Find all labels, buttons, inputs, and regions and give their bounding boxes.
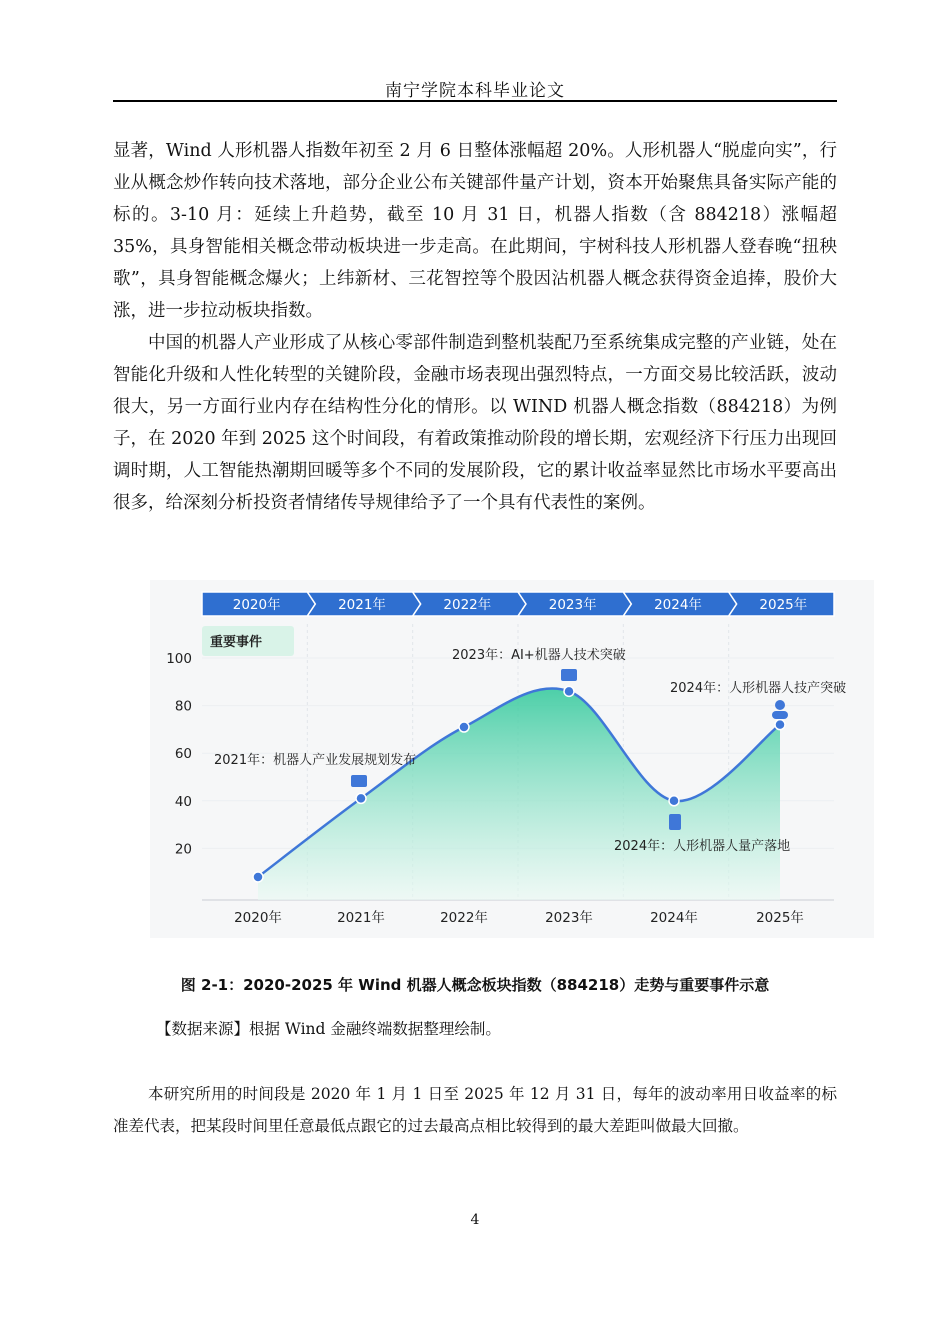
y-tick-label: 40 [174,793,192,810]
y-tick-label: 20 [174,841,192,858]
page-number: 4 [470,1212,480,1228]
banner-year-label: 2023年 [548,597,597,613]
banner-year-label: 2021年 [338,597,386,613]
x-tick-label: 2021年 [337,910,385,926]
figure-caption: 图 2-1：2020-2025 年 Wind 机器人概念板块指数（884218）走势与重要事件示意 [180,976,770,994]
data-point [564,686,574,696]
event-2024-mass: 2024年：人形机器人量产落地 [614,839,791,854]
y-axis-ticks [166,651,192,857]
person-icon-body [772,711,788,719]
document-icon [669,814,681,830]
data-point [775,720,785,730]
data-point [253,872,263,882]
y-tick-label: 60 [174,746,192,763]
running-header: 南宁学院本科毕业论文 [385,81,565,101]
data-point [669,796,679,806]
banner-year-label: 2020年 [232,597,281,613]
paragraph-3: 本研究所用的时间段是 2020 年 1 月 1 日至 2025 年 12 月 31 日，每年的波动率用日收益率的标准差代表，把某段时间里任意最低点跟它的过去最高点相比较得到的最大差距叫做最大回撤。 [113,1085,837,1135]
event-2021: 2021年：机器人产业发展规划发布 [214,753,417,768]
data-point [459,722,469,732]
index-trend-figure [150,580,874,938]
index-trend-chart [150,580,874,938]
events-label: 重要事件 [210,635,263,650]
x-tick-label: 2025年 [756,910,804,926]
person-icon [775,700,785,710]
event-2023: 2023年：AI+机器人技术突破 [452,648,626,663]
year-banner [202,592,834,616]
x-tick-label: 2022年 [440,910,488,926]
event-2024-tech: 2024年：人形机器人技产突破 [670,681,847,696]
x-tick-label: 2020年 [234,910,282,926]
paragraph-2: 中国的机器人产业形成了从核心零部件制造到整机装配乃至系统集成完整的产业链，处在智能化升级和人性化转型的关键阶段，金融市场表现出强烈特点，一方面交易比较活跃，波动很大，另一方面行业内存在结构性分化的情形。以 WIND 机器人概念指数（884218）为例子，在 2020 年到 2025 这个时间段，有着政策推动阶段的增长期，宏观经济下行压力出现回调时期，人工智能热潮期回暖等多个不同的发展阶段，它的累计收益率显然比市场水平要高出很多，给深刻分析投资者情绪传导规律给予了一个具有代表性的案例。 [113,333,837,513]
x-axis-ticks [234,909,804,926]
x-tick-label: 2024年 [650,910,698,926]
monitor-icon [561,669,577,681]
event-icon-2021 [351,775,367,787]
paragraph-1: 显著，Wind 人形机器人指数年初至 2 月 6 日整体涨幅超 20%。人形机器人“脱虚向实”，行业从概念炒作转向技术落地，部分企业公布关键部件量产计划，资本开始聚焦具备实际产能的标的。3-10 月：延续上升趋势，截至 10 月 31 日，机器人指数（含 884218）涨幅超 35%，具身智能相关概念带动板块进一步走高。在此期间，宇树科技人形机器人登春晚“扭秧歌”，具身智能概念爆火；上纬新材、三花智控等个股因沾机器人概念获得资金追捧，股价大涨，进一步拉动板块指数。 [113,141,837,321]
data-source-note: 【数据来源】根据 Wind 金融终端数据整理绘制。 [156,1020,501,1038]
y-tick-label: 100 [166,651,192,667]
y-tick-label: 80 [174,698,192,715]
banner-year-label: 2025年 [759,597,808,613]
header-rule [113,100,837,102]
banner-year-label: 2024年 [654,597,702,613]
banner-year-label: 2022年 [443,597,492,613]
events-label-box [202,626,294,656]
x-tick-label: 2023年 [545,910,593,926]
data-point [356,793,366,803]
